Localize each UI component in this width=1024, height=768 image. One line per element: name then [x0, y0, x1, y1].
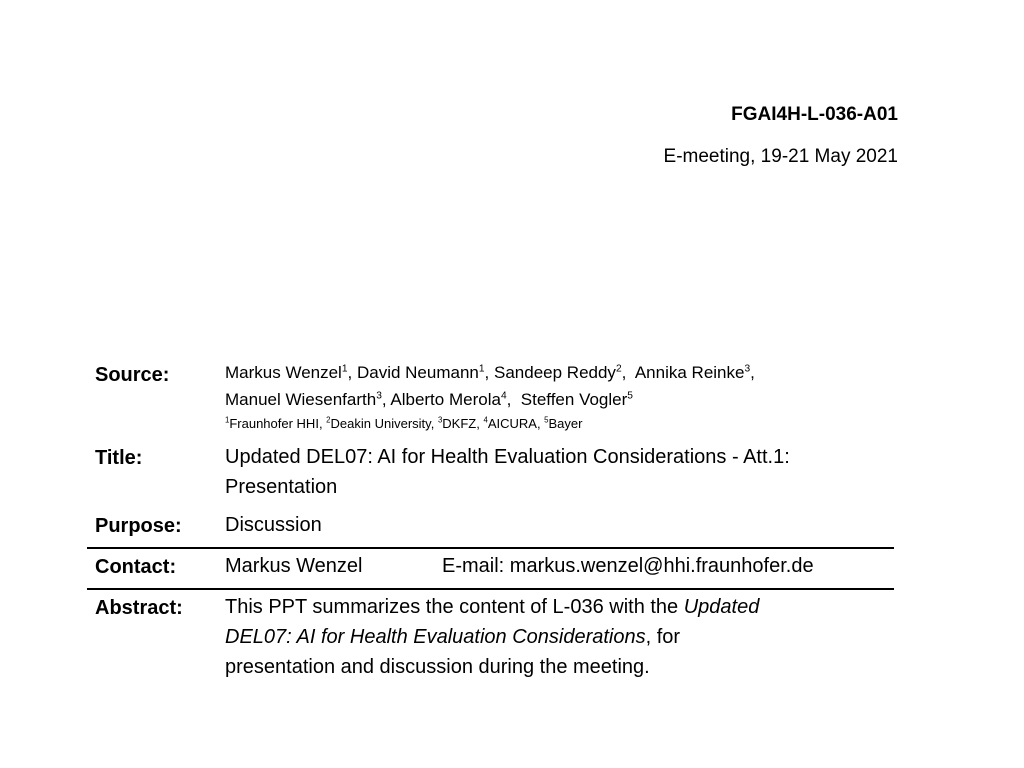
affiliation-name: Fraunhofer HHI	[229, 416, 319, 431]
title-line-2: Presentation	[225, 476, 338, 498]
abstract-text: , for	[645, 626, 681, 648]
affiliation-number: 4	[483, 415, 488, 425]
authors-line-1: Markus Wenzel$^1$, David Neumann$^1$, Sandeep Reddy$^2$, Annika Reinke$^3$,	[225, 363, 755, 382]
author-name: Annika Reinke	[634, 363, 745, 382]
abstract-label: Abstract:	[95, 597, 183, 619]
authors-line-2: Manuel Wiesenfarth$^3$, Alberto Merola$^4$, Steffen Vogler$^5$	[225, 390, 633, 409]
author-name: Sandeep Reddy	[494, 363, 616, 382]
contact-name: Markus Wenzel	[225, 555, 363, 577]
source-label: Source:	[95, 364, 170, 386]
contact-email[interactable]: E-mail: markus.wenzel@hhi.fraunhofer.de	[442, 555, 814, 577]
divider	[87, 588, 894, 590]
affiliation-name: Bayer	[548, 416, 583, 431]
author-name: Alberto Merola	[390, 390, 501, 409]
affiliation-number: 5	[544, 415, 549, 425]
author-name: Steffen Vogler	[520, 390, 628, 409]
affiliation-number: 2	[326, 415, 331, 425]
author-affiliation-number: 1	[341, 363, 348, 375]
title-label: Title:	[95, 447, 143, 469]
affiliation-name: AICURA	[487, 416, 537, 431]
affiliation-number: 3	[437, 415, 443, 425]
meeting-info: E-meeting, 19-21 May 2021	[663, 146, 898, 167]
document-id: FGAI4H-L-036-A01	[731, 104, 898, 125]
author-affiliation-number: 2	[615, 363, 622, 375]
author-affiliation-number: 1	[478, 363, 485, 375]
affiliation-name: Deakin University	[330, 416, 431, 431]
title-line-1: Updated DEL07: AI for Health Evaluation Considerations - Att.1:	[225, 446, 790, 468]
abstract-line-2	[225, 626, 680, 649]
divider	[87, 547, 894, 549]
abstract-line-1	[225, 596, 759, 619]
abstract-italic-text: Updated	[683, 596, 760, 618]
author-name: Manuel Wiesenfarth	[225, 390, 377, 409]
purpose-value: Discussion	[225, 514, 322, 536]
affiliations-line: $^1$Fraunhofer HHI, $^2$Deakin University, $^3$DKFZ, $^4$AICURA, $^5$Bayer	[225, 415, 583, 431]
affiliation-name: DKFZ	[442, 416, 477, 431]
author-affiliation-number: 4	[500, 390, 507, 402]
author-name: David Neumann	[356, 363, 479, 382]
purpose-label: Purpose:	[95, 515, 182, 537]
abstract-text: This PPT summarizes the content of L-036 with the	[225, 596, 684, 618]
author-affiliation-number: 5	[627, 390, 633, 402]
abstract-line-3: presentation and discussion during the meeting.	[225, 656, 650, 678]
abstract-italic-text: DEL07: AI for Health Evaluation Considerations	[225, 626, 646, 648]
affiliation-number: 1	[225, 415, 230, 425]
author-affiliation-number: 3	[744, 363, 751, 375]
author-affiliation-number: 3	[376, 390, 382, 402]
author-name: Markus Wenzel	[225, 363, 342, 382]
contact-label: Contact:	[95, 556, 177, 578]
